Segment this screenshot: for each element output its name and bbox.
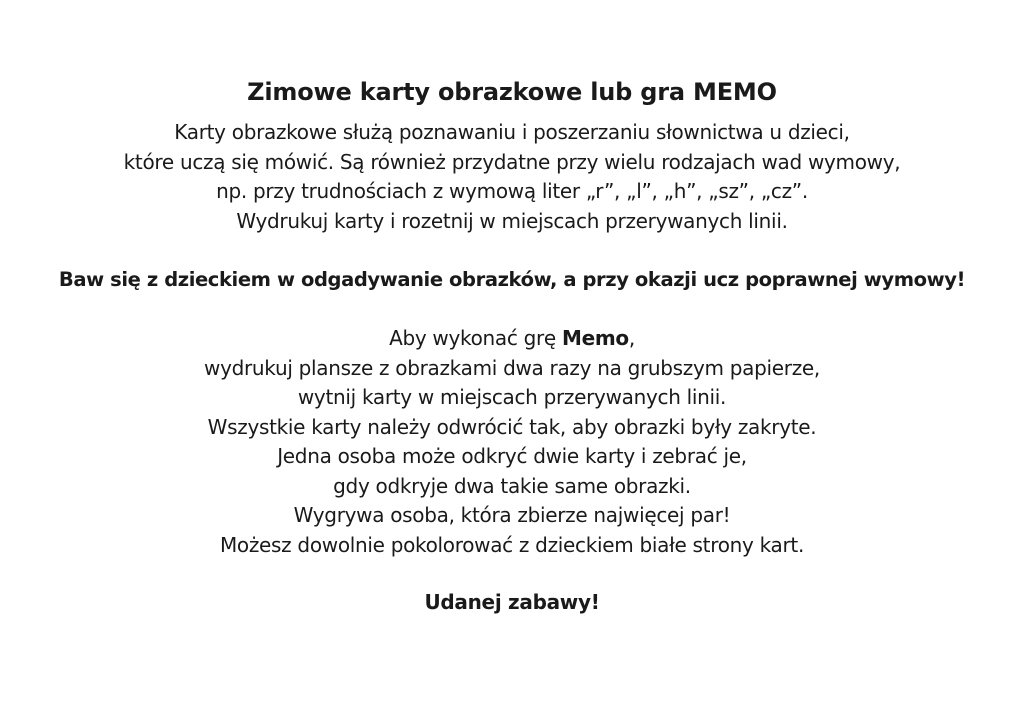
intro-line: Wydrukuj karty i rozetnij w miejscach przerywanych linii. (236, 208, 788, 233)
document-title: Zimowe karty obrazkowe lub gra MEMO (247, 78, 777, 106)
memo-line: wydrukuj plansze z obrazkami dwa razy na grubszym papierze, (204, 355, 820, 380)
memo-intro-text: Aby wykonać grę (389, 326, 562, 350)
memo-name: Memo (562, 326, 629, 350)
spacer (0, 295, 1024, 324)
memo-instructions (0, 324, 1024, 560)
intro-line: np. przy trudnościach z wymową liter „r”, „l”, „h”, „sz”, „cz”. (216, 179, 808, 203)
intro-line: które uczą się mówić. Są również przydatne przy wielu rodzajach wad wymowy, (123, 149, 901, 174)
memo-line: gdy odkryje dwa takie same obrazki. (333, 473, 691, 498)
memo-line: Wygrywa osoba, która zbierze najwięcej par! (293, 503, 731, 527)
memo-line: wytnij karty w miejscach przerywanych linii. (297, 385, 727, 409)
spacer (0, 560, 1024, 588)
memo-intro-line (0, 324, 1024, 354)
memo-line: Jedna osoba może odkryć dwie karty i zebrać je, (277, 444, 747, 468)
spacer (0, 236, 1024, 265)
intro-line: Karty obrazkowe służą poznawaniu i poszerzaniu słownictwa u dzieci, (174, 120, 850, 144)
memo-line: Możesz dowolnie pokolorować z dzieckiem białe strony kart. (219, 532, 805, 557)
callout-text: Baw się z dzieckiem w odgadywanie obrazków, a przy okazji ucz poprawnej wymowy! (58, 268, 966, 291)
closing-text: Udanej zabawy! (424, 590, 600, 614)
memo-intro-punct: , (628, 326, 635, 350)
intro-paragraph (0, 118, 1024, 236)
memo-line: Wszystkie karty należy odwrócić tak, aby obrazki były zakryte. (207, 414, 817, 439)
